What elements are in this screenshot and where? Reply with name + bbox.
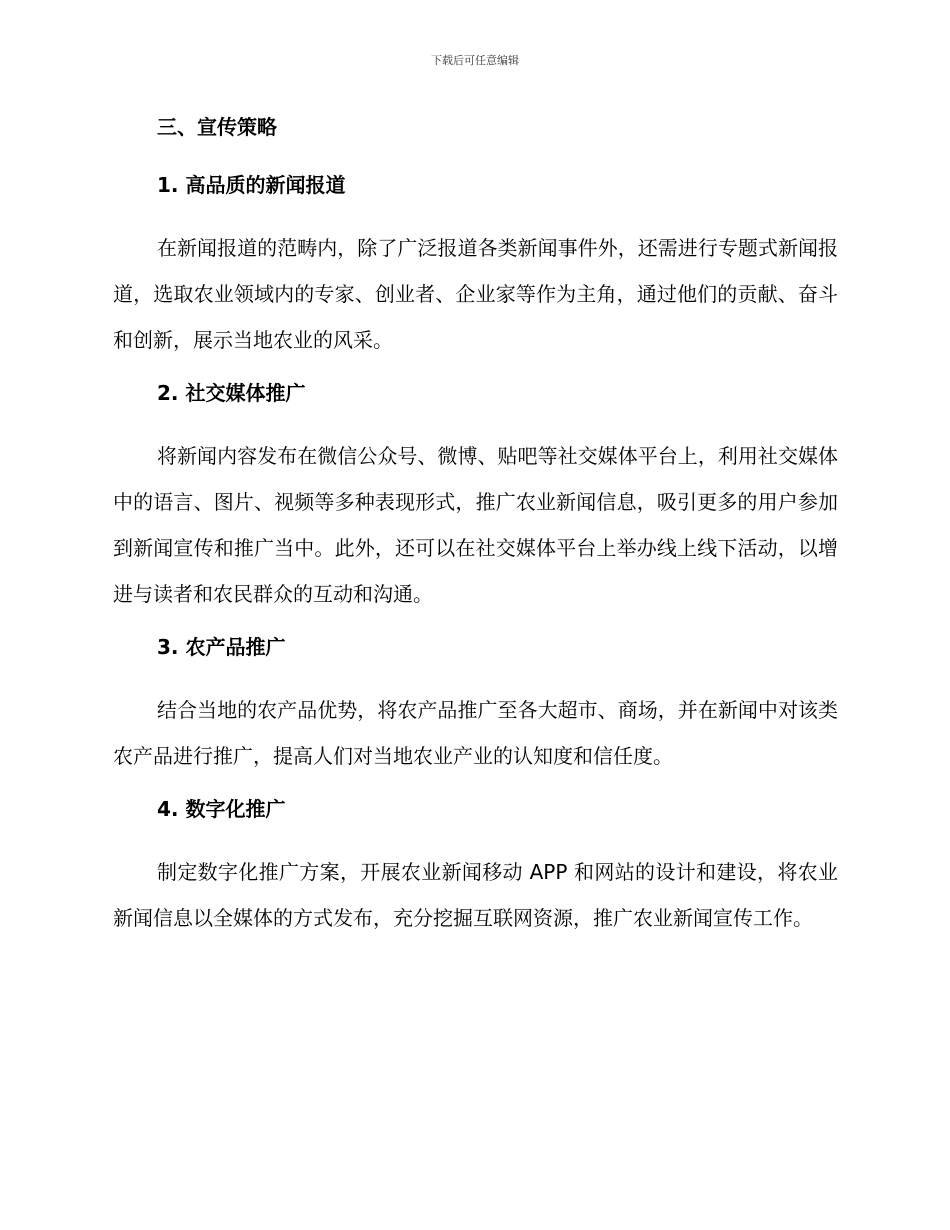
subsection-paragraph-3: 结合当地的农产品优势，将农产品推广至各大超市、商场，并在新闻中对该类农产品进行推广，提高人们对当地农业产业的认知度和信任度。: [113, 698, 838, 768]
page-header-note: 下载后可任意编辑: [431, 54, 519, 67]
subsection-title-3: 3. 农产品推广: [157, 635, 286, 659]
section-title: 三、宣传策略: [157, 115, 277, 139]
subsection-paragraph-4: 制定数字化推广方案，开展农业新闻移动 APP 和网站的设计和建设，将农业新闻信息以全媒体的方式发布，充分挖掘互联网资源，推广农业新闻宣传工作。: [113, 860, 838, 930]
subsection-title-4: 4. 数字化推广: [157, 797, 286, 821]
subsection-title-2: 2. 社交媒体推广: [157, 381, 306, 405]
document-body: [113, 112, 838, 956]
subsection-title-1: 1. 高品质的新闻报道: [157, 173, 346, 197]
subsection-paragraph-2: 将新闻内容发布在微信公众号、微博、贴吧等社交媒体平台上，利用社交媒体中的语言、图片、视频等多种表现形式，推广农业新闻信息，吸引更多的用户参加到新闻宣传和推广当中。此外，还可以在社交媒体平台上举办线上线下活动，以增进与读者和农民群众的互动和沟通。: [113, 444, 838, 606]
subsection-paragraph-1: 在新闻报道的范畴内，除了广泛报道各类新闻事件外，还需进行专题式新闻报道，选取农业领域内的专家、创业者、企业家等作为主角，通过他们的贡献、奋斗和创新，展示当地农业的风采。: [113, 236, 838, 352]
